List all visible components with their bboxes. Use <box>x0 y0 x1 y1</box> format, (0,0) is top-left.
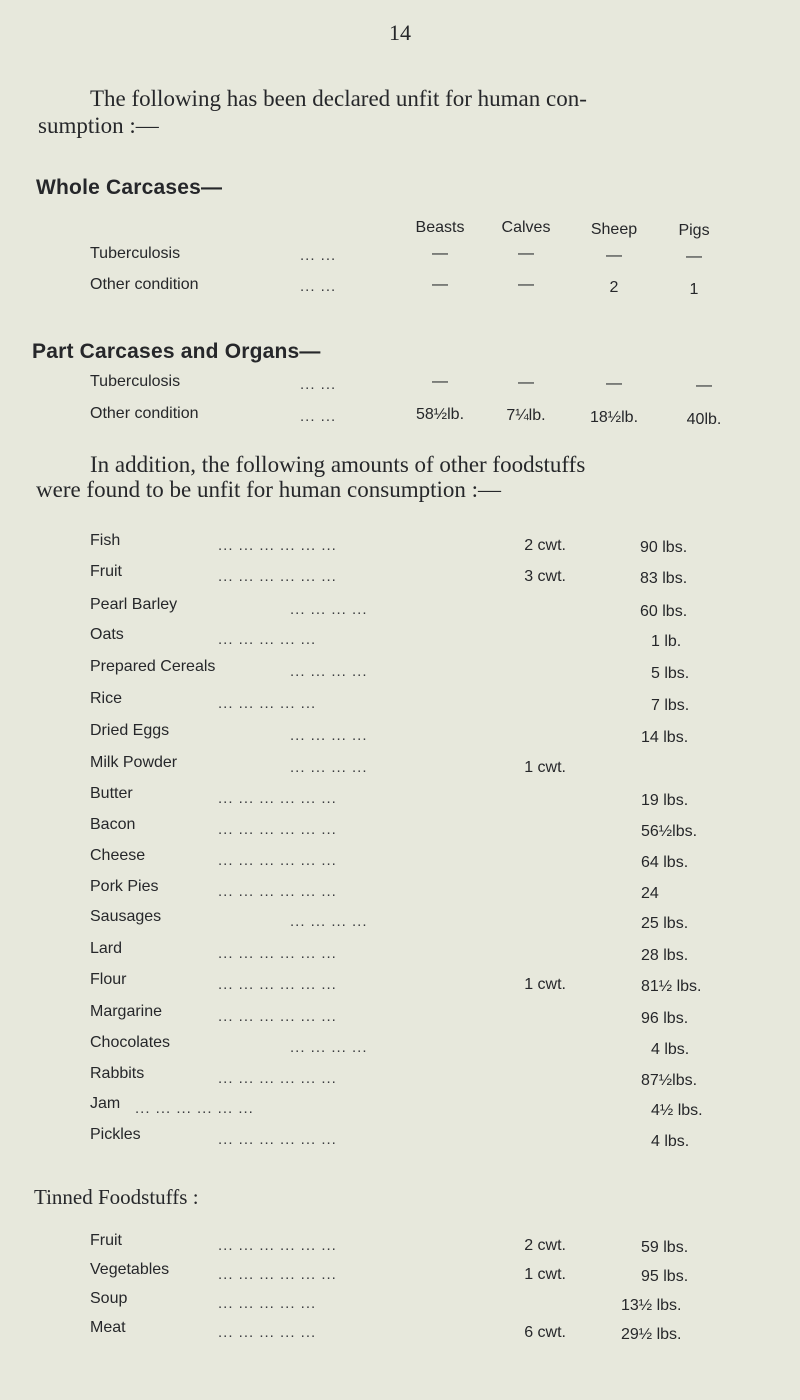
tinned-cwt: 2 cwt. <box>524 1237 566 1254</box>
intro-line-2: sumption :— <box>38 113 159 138</box>
whole-tb-sheep: — <box>606 247 622 264</box>
food-name: Jam <box>90 1095 121 1112</box>
leader-dots: ... ... ... ... ... ... <box>218 1237 337 1254</box>
food-name: Bacon <box>90 816 136 833</box>
whole-tb-calves: — <box>518 245 534 262</box>
leader-dots: ... ... ... ... ... ... <box>218 1008 337 1025</box>
food-cwt: 1 cwt. <box>524 976 566 993</box>
leader-dots: ... ... ... ... ... ... <box>218 790 337 807</box>
food-lbs: 83 lbs. <box>640 570 688 587</box>
leader-dots: ... ... ... ... ... ... <box>218 821 337 838</box>
food-name: Rabbits <box>90 1065 145 1082</box>
food-name: Oats <box>90 626 124 643</box>
leader-dots: ... ... ... ... ... ... <box>218 945 337 962</box>
part-carcases-heading: Part Carcases and Organs— <box>32 340 321 363</box>
leader-dots: ... ... ... ... <box>290 913 368 930</box>
tinned-lbs: 59 lbs. <box>641 1239 689 1256</box>
food-lbs: 19 lbs. <box>641 792 689 809</box>
leader-dots: ... ... <box>300 376 337 393</box>
part-oc-sheep: 18½lb. <box>589 409 639 426</box>
food-lbs: 24 <box>641 885 659 902</box>
col-header-beasts: Beasts <box>415 219 465 236</box>
food-name: Fruit <box>90 563 122 580</box>
food-name: Dried Eggs <box>90 722 170 739</box>
food-name: Prepared Cereals <box>90 658 216 675</box>
food-cwt: 3 cwt. <box>524 568 566 585</box>
leader-dots: ... ... ... ... ... ... <box>218 568 337 585</box>
food-lbs: 4 lbs. <box>651 1133 690 1150</box>
part-tb-pigs: — <box>696 377 712 394</box>
food-lbs: 1 lb. <box>651 633 682 650</box>
food-name: Pickles <box>90 1126 141 1143</box>
food-cwt: 1 cwt. <box>524 759 566 776</box>
food-name: Butter <box>90 785 133 802</box>
tinned-lbs: 13½ lbs. <box>621 1297 682 1314</box>
food-lbs: 96 lbs. <box>641 1010 689 1027</box>
tinned-name: Vegetables <box>90 1261 170 1278</box>
tinned-name: Soup <box>90 1290 128 1307</box>
leader-dots: ... ... ... ... ... ... <box>218 852 337 869</box>
food-lbs: 25 lbs. <box>641 915 689 932</box>
leader-dots: ... ... ... ... ... <box>218 631 317 648</box>
leader-dots: ... ... ... ... <box>290 663 368 680</box>
whole-tb-pigs: — <box>686 248 702 265</box>
food-name: Margarine <box>90 1003 163 1020</box>
whole-row-label: Other condition <box>90 276 199 293</box>
tinned-cwt: 6 cwt. <box>524 1324 566 1341</box>
col-header-calves: Calves <box>501 219 551 236</box>
part-row-label: Tuberculosis <box>90 373 181 390</box>
food-name: Fish <box>90 532 121 549</box>
food-name: Rice <box>90 690 123 707</box>
leader-dots: ... ... ... ... <box>290 1039 368 1056</box>
part-oc-beasts: 58½lb. <box>415 406 465 423</box>
food-lbs: 81½ lbs. <box>641 978 702 995</box>
food-name: Sausages <box>90 908 162 925</box>
food-name: Lard <box>90 940 123 957</box>
leader-dots: ... ... <box>300 408 337 425</box>
food-name: Chocolates <box>90 1034 171 1051</box>
leader-dots: ... ... <box>300 247 337 264</box>
tinned-heading: Tinned Foodstuffs : <box>34 1185 199 1209</box>
leader-dots: ... ... ... ... ... ... <box>218 1070 337 1087</box>
whole-oc-beasts: — <box>432 276 448 293</box>
leader-dots: ... ... ... ... <box>290 727 368 744</box>
whole-oc-sheep: 2 <box>609 279 619 296</box>
food-lbs: 7 lbs. <box>651 697 690 714</box>
food-name: Flour <box>90 971 127 988</box>
leader-dots: ... ... ... ... ... <box>218 1295 317 1312</box>
leader-dots: ... ... ... ... <box>290 759 368 776</box>
addition-line-1: In addition, the following amounts of other foodstuffs <box>90 452 586 477</box>
food-lbs: 14 lbs. <box>641 729 689 746</box>
addition-line-2: were found to be unfit for human consumption :— <box>36 477 502 502</box>
food-name: Milk Powder <box>90 754 178 771</box>
page-number: 14 <box>389 20 411 45</box>
food-name: Pearl Barley <box>90 596 178 613</box>
food-lbs: 87½lbs. <box>641 1072 698 1089</box>
food-lbs: 4 lbs. <box>651 1041 690 1058</box>
food-lbs: 28 lbs. <box>641 947 689 964</box>
part-oc-pigs: 40lb. <box>686 411 722 428</box>
col-header-sheep: Sheep <box>590 221 638 238</box>
leader-dots: ... ... ... ... ... <box>218 1324 317 1341</box>
food-lbs: 90 lbs. <box>640 539 688 556</box>
col-header-pigs: Pigs <box>678 222 710 239</box>
part-row-label: Other condition <box>90 405 199 422</box>
food-name: Pork Pies <box>90 878 159 895</box>
tinned-lbs: 29½ lbs. <box>621 1326 682 1343</box>
tinned-name: Meat <box>90 1319 126 1336</box>
food-lbs: 4½ lbs. <box>651 1102 703 1119</box>
whole-oc-calves: — <box>518 276 534 293</box>
tinned-name: Fruit <box>90 1232 122 1249</box>
food-cwt: 2 cwt. <box>524 537 566 554</box>
tinned-cwt: 1 cwt. <box>524 1266 566 1283</box>
food-lbs: 60 lbs. <box>640 603 688 620</box>
whole-carcases-heading: Whole Carcases— <box>36 176 223 199</box>
tinned-lbs: 95 lbs. <box>641 1268 689 1285</box>
leader-dots: ... ... ... ... ... ... <box>218 976 337 993</box>
whole-tb-beasts: — <box>432 245 448 262</box>
whole-row-label: Tuberculosis <box>90 245 181 262</box>
intro-line-1: The following has been declared unfit for human con- <box>90 86 587 111</box>
food-lbs: 56½lbs. <box>641 823 698 840</box>
leader-dots: ... ... ... ... ... ... <box>218 537 337 554</box>
leader-dots: ... ... ... ... ... ... <box>218 1131 337 1148</box>
leader-dots: ... ... <box>300 278 337 295</box>
leader-dots: ... ... ... ... ... ... <box>218 1266 337 1283</box>
food-name: Cheese <box>90 847 146 864</box>
leader-dots: ... ... ... ... ... ... <box>135 1100 254 1117</box>
part-oc-calves: 7¼lb. <box>506 407 546 424</box>
leader-dots: ... ... ... ... ... ... <box>218 883 337 900</box>
part-tb-beasts: — <box>432 373 448 390</box>
part-tb-calves: — <box>518 374 534 391</box>
leader-dots: ... ... ... ... <box>290 601 368 618</box>
leader-dots: ... ... ... ... ... <box>218 695 317 712</box>
part-tb-sheep: — <box>606 375 622 392</box>
food-lbs: 5 lbs. <box>651 665 690 682</box>
whole-oc-pigs: 1 <box>689 281 699 298</box>
food-lbs: 64 lbs. <box>641 854 689 871</box>
